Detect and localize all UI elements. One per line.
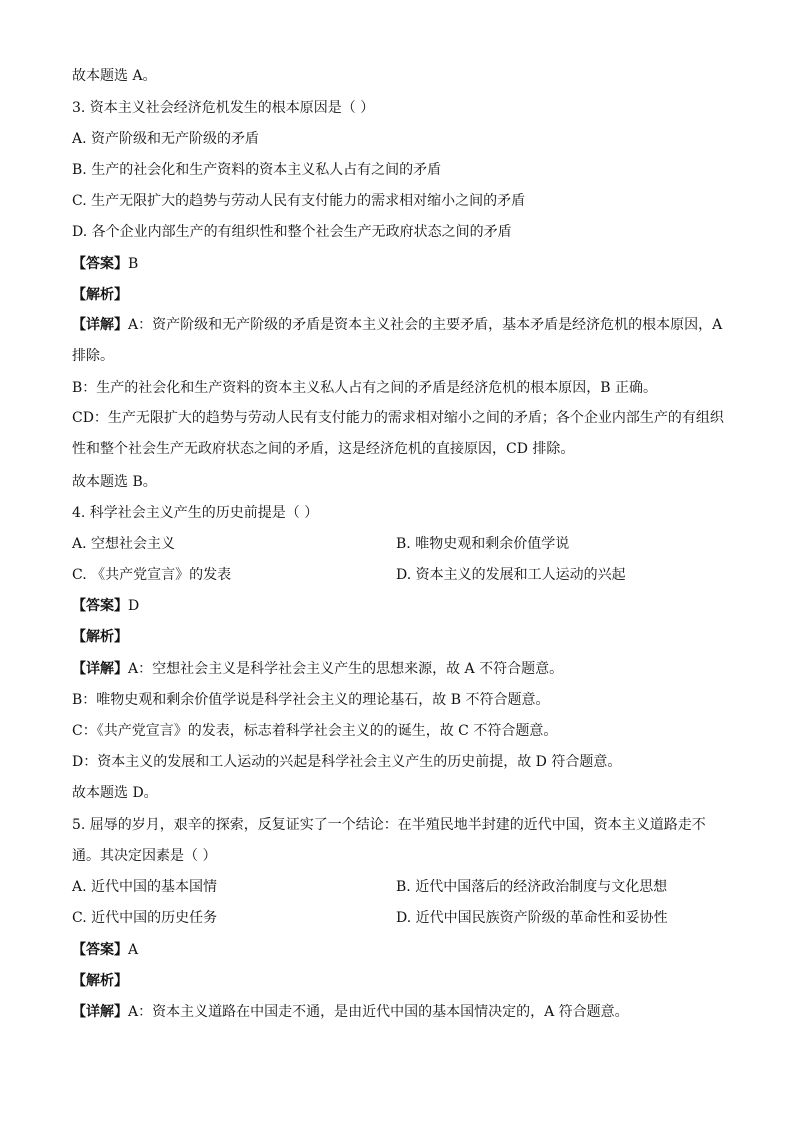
q5-option-a: A. 近代中国的基本国情: [72, 879, 218, 895]
q3-conclusion: 故本题选 B。: [72, 474, 157, 490]
answer-tag: 【答案】: [72, 598, 128, 614]
q5-option-b: B. 近代中国落后的经济政治制度与文化思想: [396, 879, 668, 895]
q4-option-b: B. 唯物史观和剩余价值学说: [396, 536, 570, 552]
detail-tag: 【详解】: [72, 661, 128, 677]
q4-options-row-2: [72, 565, 724, 585]
q5-options-row-2: [72, 908, 724, 928]
q4-explain-c: C：《共产党宣言》的发表，标志着科学社会主义的的诞生，故 C 不符合题意。: [72, 723, 558, 739]
q4-conclusion: 故本题选 D。: [72, 785, 158, 801]
answer-value: A: [128, 942, 139, 958]
question-4: 4. 科学社会主义产生的历史前提是（ ）: [72, 505, 319, 521]
q4-explain-d: D：资本主义的发展和工人运动的兴起是科学社会主义产生的历史前提，故 D 符合题意。: [72, 754, 622, 770]
q4-option-a: A. 空想社会主义: [72, 536, 176, 552]
detail-text: A：资本主义道路在中国走不通，是由近代中国的基本国情决定的，A 符合题意。: [128, 1004, 629, 1020]
answer-value: B: [128, 256, 139, 272]
question-3: 3. 资本主义社会经济危机发生的根本原因是（ ）: [72, 100, 375, 116]
q3-explain-b: B：生产的社会化和生产资料的资本主义私人占有之间的矛盾是经济危机的根本原因，B 正确。: [72, 380, 658, 396]
q3-explain-cd: CD：生产无限扩大的趋势与劳动人民有支付能力的需求相对缩小之间的矛盾；各个企业内部生产的有组织性和整个社会生产无政府状态之间的矛盾，这是经济危机的直接原因，CD 排除。: [72, 410, 724, 457]
q5-option-c: C. 近代中国的历史任务: [72, 910, 218, 926]
q4-answer: [72, 596, 724, 616]
answer-conclusion: 故本题选 A。: [72, 68, 157, 84]
q5-explain-a: [72, 1002, 724, 1022]
answer-tag: 【答案】: [72, 256, 128, 272]
q4-analysis-heading: 【解析】: [72, 629, 128, 645]
q3-answer: [72, 254, 724, 274]
detail-tag: 【详解】: [72, 1004, 128, 1020]
answer-tag: 【答案】: [72, 942, 128, 958]
q4-option-d: D. 资本主义的发展和工人运动的兴起: [396, 567, 626, 583]
q3-explain-a: [72, 310, 724, 372]
q3-analysis-heading: 【解析】: [72, 287, 128, 303]
q5-option-d: D. 近代中国民族资产阶级的革命性和妥协性: [396, 910, 668, 926]
q4-option-c: C. 《共产党宣言》的发表: [72, 567, 232, 583]
q3-option-d: D. 各个企业内部生产的有组织性和整个社会生产无政府状态之间的矛盾: [72, 224, 512, 240]
q5-options-row-1: [72, 877, 724, 897]
q3-option-b: B. 生产的社会化和生产资料的资本主义私人占有之间的矛盾: [72, 162, 442, 178]
answer-value: D: [128, 598, 140, 614]
q4-explain-b: B：唯物史观和剩余价值学说是科学社会主义的理论基石，故 B 不符合题意。: [72, 692, 550, 708]
q5-answer: [72, 940, 724, 960]
q5-analysis-heading: 【解析】: [72, 973, 128, 989]
q4-options-row-1: [72, 534, 724, 554]
question-5: 5. 屈辱的岁月，艰辛的探索，反复证实了一个结论：在半殖民地半封建的近代中国，资本主义道路走不通。其决定因素是（ ）: [72, 817, 706, 864]
q3-option-c: C. 生产无限扩大的趋势与劳动人民有支付能力的需求相对缩小之间的矛盾: [72, 193, 526, 209]
detail-text: A：资产阶级和无产阶级的矛盾是资本主义社会的主要矛盾，基本矛盾是经济危机的根本原因，A 排除。: [72, 317, 723, 364]
q3-option-a: A. 资产阶级和无产阶级的矛盾: [72, 131, 260, 147]
q4-explain-a: [72, 659, 724, 679]
detail-text: A：空想社会主义是科学社会主义产生的思想来源，故 A 不符合题意。: [128, 661, 564, 677]
detail-tag: 【详解】: [72, 317, 128, 333]
